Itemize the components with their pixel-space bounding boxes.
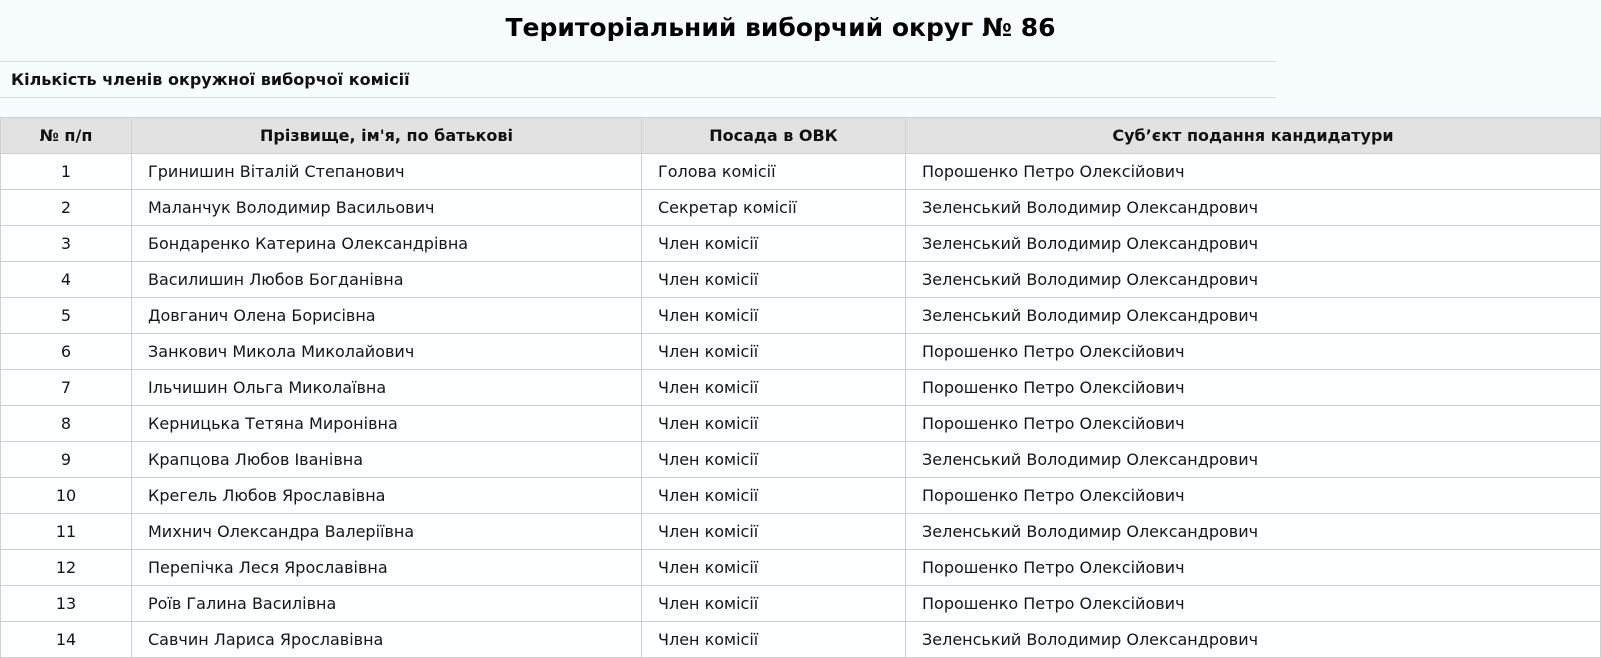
header-full-name: Прізвище, ім'я, по батькові bbox=[132, 118, 642, 154]
member-name: Роїв Галина Василівна bbox=[132, 586, 642, 622]
nominating-subject: Зеленський Володимир Олександрович bbox=[906, 226, 1601, 262]
nominating-subject: Зеленський Володимир Олександрович bbox=[906, 190, 1601, 226]
member-name: Михнич Олександра Валеріївна bbox=[132, 514, 642, 550]
header-number: № п/п bbox=[1, 118, 132, 154]
row-number: 11 bbox=[1, 514, 132, 550]
member-name: Крапцова Любов Іванівна bbox=[132, 442, 642, 478]
member-name: Занкович Микола Миколайович bbox=[132, 334, 642, 370]
member-position: Секретар комісії bbox=[642, 190, 906, 226]
table-row bbox=[1, 226, 1601, 262]
nominating-subject: Порошенко Петро Олексійович bbox=[906, 406, 1601, 442]
row-number: 12 bbox=[1, 550, 132, 586]
table-row bbox=[1, 154, 1601, 190]
commission-members-table bbox=[0, 117, 1601, 658]
member-position: Член комісії bbox=[642, 262, 906, 298]
table-header-row bbox=[1, 118, 1601, 154]
header-position: Посада в ОВК bbox=[642, 118, 906, 154]
nominating-subject: Порошенко Петро Олексійович bbox=[906, 370, 1601, 406]
member-name: Савчин Лариса Ярославівна bbox=[132, 622, 642, 658]
nominating-subject: Зеленський Володимир Олександрович bbox=[906, 262, 1601, 298]
table-row bbox=[1, 370, 1601, 406]
page-title: Територіальний виборчий округ № 86 bbox=[505, 13, 1056, 42]
member-name: Крегель Любов Ярославівна bbox=[132, 478, 642, 514]
member-position: Член комісії bbox=[642, 334, 906, 370]
member-name: Ільчишин Ольга Миколаївна bbox=[132, 370, 642, 406]
member-name: Довганич Олена Борисівна bbox=[132, 298, 642, 334]
member-name: Перепічка Леся Ярославівна bbox=[132, 550, 642, 586]
row-number: 10 bbox=[1, 478, 132, 514]
row-number: 8 bbox=[1, 406, 132, 442]
member-position: Член комісії bbox=[642, 550, 906, 586]
member-position: Член комісії bbox=[642, 478, 906, 514]
member-position: Член комісії bbox=[642, 514, 906, 550]
member-position: Член комісії bbox=[642, 370, 906, 406]
member-position: Член комісії bbox=[642, 298, 906, 334]
row-number: 13 bbox=[1, 586, 132, 622]
member-position: Член комісії bbox=[642, 442, 906, 478]
nominating-subject: Порошенко Петро Олексійович bbox=[906, 334, 1601, 370]
nominating-subject: Зеленський Володимир Олександрович bbox=[906, 298, 1601, 334]
member-position: Член комісії bbox=[642, 622, 906, 658]
member-name: Гринишин Віталій Степанович bbox=[132, 154, 642, 190]
row-number: 7 bbox=[1, 370, 132, 406]
table-row bbox=[1, 190, 1601, 226]
member-position: Член комісії bbox=[642, 586, 906, 622]
table-row bbox=[1, 298, 1601, 334]
table-row bbox=[1, 478, 1601, 514]
row-number: 3 bbox=[1, 226, 132, 262]
nominating-subject: Зеленський Володимир Олександрович bbox=[906, 514, 1601, 550]
row-number: 5 bbox=[1, 298, 132, 334]
nominating-subject: Порошенко Петро Олексійович bbox=[906, 154, 1601, 190]
member-name: Бондаренко Катерина Олександрівна bbox=[132, 226, 642, 262]
row-number: 4 bbox=[1, 262, 132, 298]
table-row bbox=[1, 262, 1601, 298]
nominating-subject: Порошенко Петро Олексійович bbox=[906, 586, 1601, 622]
table-row bbox=[1, 442, 1601, 478]
row-number: 2 bbox=[1, 190, 132, 226]
row-number: 6 bbox=[1, 334, 132, 370]
table-row bbox=[1, 406, 1601, 442]
nominating-subject: Порошенко Петро Олексійович bbox=[906, 550, 1601, 586]
member-name: Маланчук Володимир Васильович bbox=[132, 190, 642, 226]
row-number: 1 bbox=[1, 154, 132, 190]
member-name: Василишин Любов Богданівна bbox=[132, 262, 642, 298]
nominating-subject: Зеленський Володимир Олександрович bbox=[906, 442, 1601, 478]
commission-count-heading: Кількість членів окружної виборчої комісії bbox=[11, 70, 410, 89]
table-body bbox=[1, 154, 1601, 658]
commission-section bbox=[0, 61, 1276, 98]
member-name: Керницька Тетяна Миронівна bbox=[132, 406, 642, 442]
table-row bbox=[1, 622, 1601, 658]
nominating-subject: Зеленський Володимир Олександрович bbox=[906, 622, 1601, 658]
row-number: 9 bbox=[1, 442, 132, 478]
nominating-subject: Порошенко Петро Олексійович bbox=[906, 478, 1601, 514]
row-number: 14 bbox=[1, 622, 132, 658]
header-nominating-subject: Суб’єкт подання кандидатури bbox=[906, 118, 1601, 154]
table-row bbox=[1, 334, 1601, 370]
table-row bbox=[1, 586, 1601, 622]
member-position: Член комісії bbox=[642, 226, 906, 262]
member-position: Голова комісії bbox=[642, 154, 906, 190]
table-row bbox=[1, 550, 1601, 586]
table-row bbox=[1, 514, 1601, 550]
member-position: Член комісії bbox=[642, 406, 906, 442]
